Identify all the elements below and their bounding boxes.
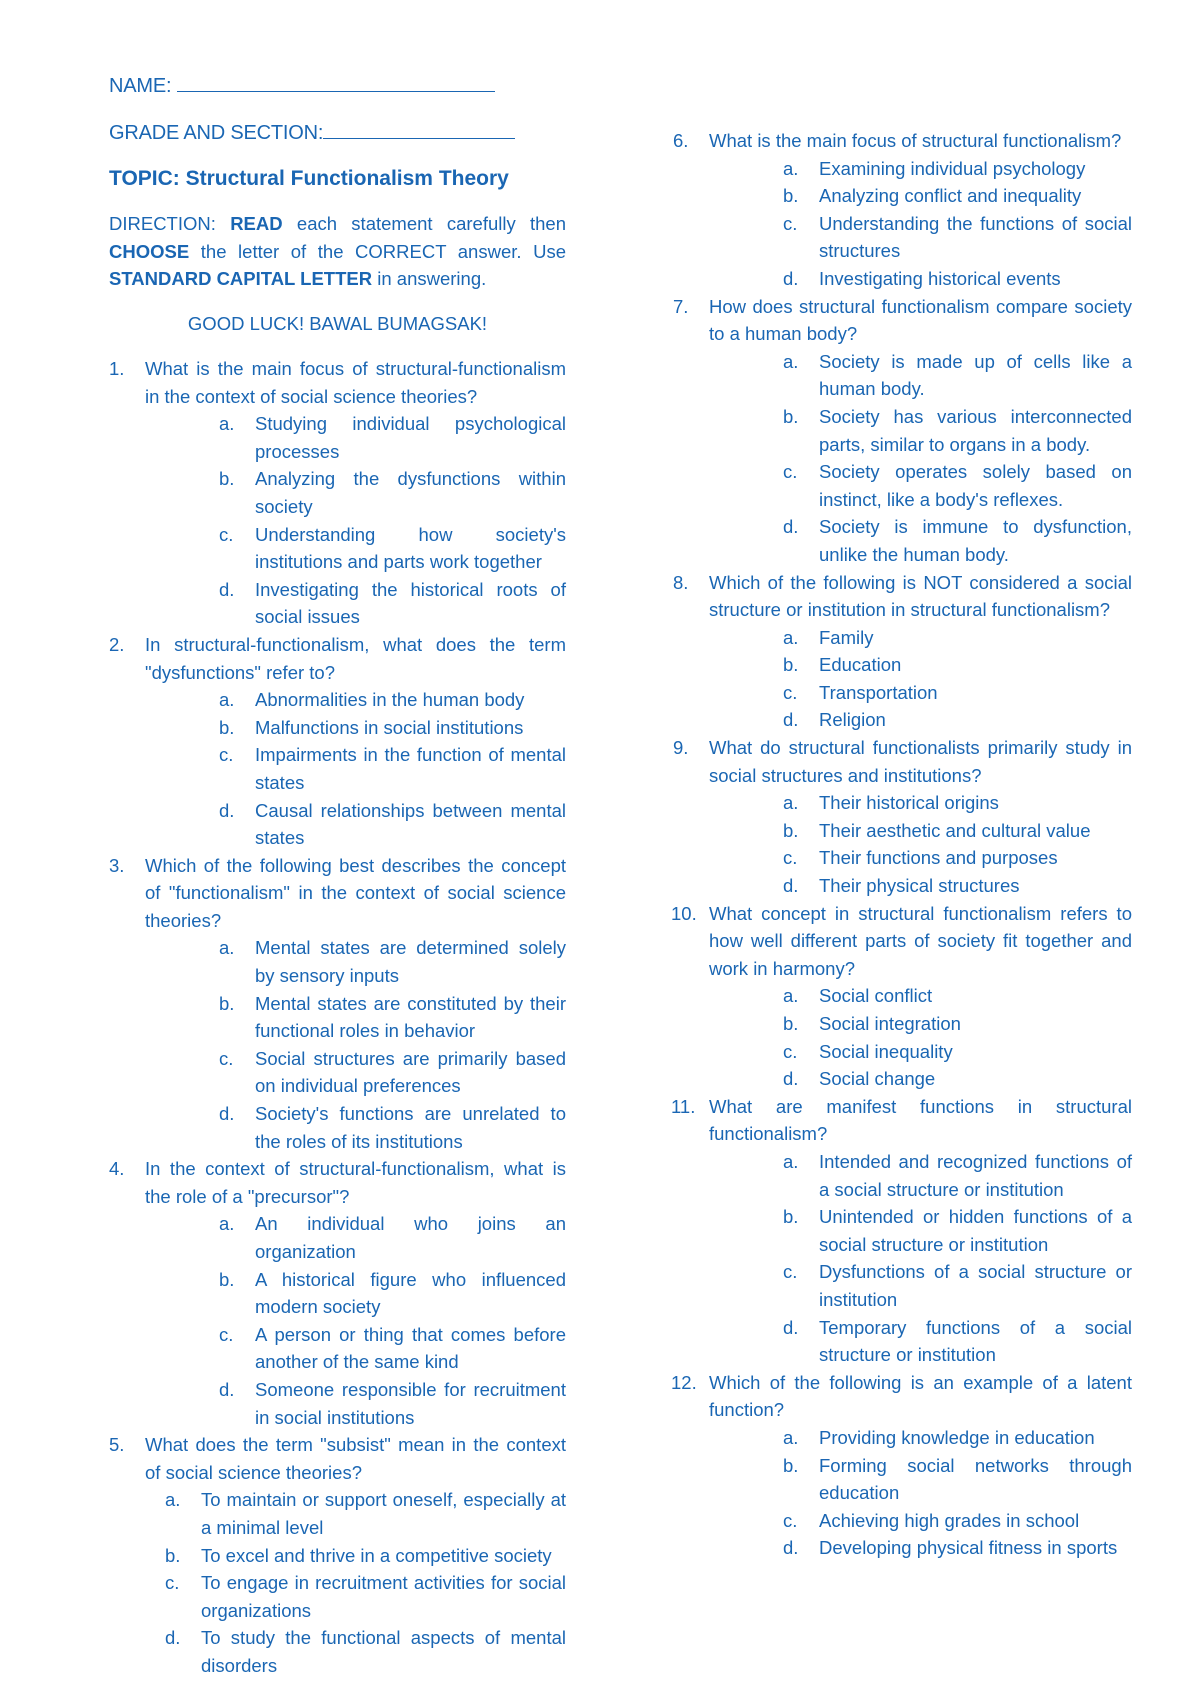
option-text: Their functions and purposes <box>819 847 1058 869</box>
option-letter: b. <box>783 1206 799 1228</box>
option-text: Developing physical fitness in sports <box>819 1537 1118 1559</box>
topic-title: TOPIC: Structural Functionalism Theory <box>109 167 509 190</box>
question-text: What are manifest functions in structural functionalism? <box>709 1095 1132 1145</box>
option-c[interactable] <box>709 210 1132 265</box>
option-letter: a. <box>783 626 799 648</box>
option-d[interactable] <box>709 706 1132 734</box>
option-letter: c. <box>219 1047 234 1069</box>
question-number: 3. <box>109 854 125 876</box>
option-text: Achieving high grades in school <box>819 1509 1080 1531</box>
direction-choose: CHOOSE <box>109 240 190 262</box>
name-label: NAME: <box>109 75 172 97</box>
option-text: Temporary functions of a social structure or institution <box>819 1316 1132 1366</box>
option-text: Examining individual psychology <box>819 157 1086 179</box>
question-number: 11. <box>671 1095 696 1117</box>
option-text: Their historical origins <box>819 792 999 814</box>
option-letter: a. <box>783 792 799 814</box>
option-letter: b. <box>783 1454 799 1476</box>
option-letter: c. <box>783 461 798 483</box>
option-b[interactable] <box>709 651 1132 679</box>
option-letter: c. <box>783 1509 798 1531</box>
option-text: Social change <box>819 1068 936 1090</box>
question-text: Which of the following is an example of a latent function? <box>709 1371 1132 1421</box>
option-b[interactable] <box>709 182 1132 210</box>
option-text: Dysfunctions of a social structure or institution <box>819 1261 1132 1310</box>
option-text: Unintended or hidden functions of a social structure or institution <box>819 1206 1132 1255</box>
question-text: What does the term "subsist" mean in the context of social science theories? <box>145 1434 566 1483</box>
direction-text <box>109 210 566 293</box>
option-c[interactable] <box>709 1038 1132 1066</box>
option-letter: b. <box>783 185 799 207</box>
option-d[interactable] <box>145 1100 566 1155</box>
option-text: Someone responsible for recruitment in social institutions <box>255 1378 566 1428</box>
option-text: Analyzing conflict and inequality <box>819 185 1082 207</box>
option-text: To maintain or support oneself, especially at a minimal level <box>201 1489 566 1538</box>
grade-section-field <box>109 119 515 147</box>
question-number: 1. <box>109 358 125 379</box>
option-letter: d. <box>219 1378 235 1400</box>
direction-standard: STANDARD CAPITAL LETTER <box>109 268 373 290</box>
option-d[interactable] <box>709 265 1132 293</box>
option-text: Understanding the functions of social structures <box>819 212 1132 262</box>
question-text: Which of the following is NOT considered a social structure or institution in structural functionalism? <box>709 571 1132 621</box>
option-a[interactable] <box>709 624 1132 652</box>
option-b[interactable] <box>709 817 1132 845</box>
option-letter: b. <box>783 819 799 841</box>
option-letter: c. <box>783 1040 798 1062</box>
option-b[interactable] <box>709 1203 1132 1258</box>
option-list <box>709 624 1132 734</box>
option-list <box>709 1148 1132 1369</box>
question-7 <box>673 293 1132 569</box>
option-letter: a. <box>219 1213 235 1235</box>
option-b[interactable] <box>145 714 566 742</box>
option-b[interactable] <box>145 465 566 520</box>
option-a[interactable] <box>709 1148 1132 1203</box>
option-text: Mental states are constituted by their functional roles in behavior <box>255 992 566 1042</box>
option-letter: c. <box>165 1572 180 1594</box>
option-c[interactable] <box>145 1321 566 1376</box>
option-letter: a. <box>783 1426 799 1448</box>
name-blank-line[interactable] <box>177 73 495 92</box>
option-b[interactable] <box>709 1010 1132 1038</box>
option-text: An individual who joins an organization <box>255 1213 566 1262</box>
option-text: Studying individual psychological processes <box>255 413 566 462</box>
option-d[interactable] <box>709 1314 1132 1369</box>
option-text: Social conflict <box>819 985 933 1007</box>
option-letter: d. <box>219 799 235 821</box>
direction-text-3: in answering. <box>377 268 487 290</box>
option-letter: c. <box>219 1323 234 1345</box>
question-number: 4. <box>109 1158 125 1180</box>
option-letter: a. <box>165 1489 181 1511</box>
question-number: 8. <box>673 571 689 593</box>
option-letter: b. <box>783 1013 799 1034</box>
option-letter: b. <box>219 468 235 490</box>
option-a[interactable] <box>145 934 566 989</box>
option-c[interactable] <box>145 1045 566 1100</box>
grade-section-label: GRADE AND SECTION: <box>109 122 324 144</box>
option-letter: a. <box>783 985 799 1007</box>
question-text: What do structural functionalists primarily study in social structures and institutions? <box>709 737 1132 786</box>
option-c[interactable] <box>709 1507 1132 1535</box>
question-number: 12. <box>671 1371 697 1393</box>
option-d[interactable] <box>145 797 566 852</box>
option-letter: b. <box>219 992 235 1014</box>
option-b[interactable] <box>145 990 566 1045</box>
option-text: Education <box>819 654 902 676</box>
option-letter: a. <box>783 157 799 179</box>
option-letter: b. <box>219 716 235 738</box>
option-a[interactable] <box>709 348 1132 403</box>
good-luck-text: GOOD LUCK! BAWAL BUMAGSAK! <box>187 313 488 334</box>
option-letter: d. <box>783 709 799 731</box>
option-text: Society operates solely based on instinct, like a body's reflexes. <box>819 461 1132 510</box>
option-c[interactable] <box>709 679 1132 707</box>
option-d[interactable] <box>145 576 566 631</box>
option-text: Understanding how society's institutions and parts work together <box>255 523 566 573</box>
option-letter: d. <box>219 1103 235 1125</box>
option-letter: c. <box>783 681 798 703</box>
question-9 <box>673 734 1132 900</box>
option-letter: d. <box>783 1316 799 1338</box>
option-d[interactable] <box>709 513 1132 568</box>
option-text: To engage in recruitment activities for social organizations <box>201 1572 566 1621</box>
option-text: Family <box>819 626 874 648</box>
option-list <box>145 934 566 1155</box>
option-d[interactable] <box>145 1376 566 1431</box>
option-d[interactable] <box>145 1624 566 1679</box>
option-list <box>709 789 1132 899</box>
option-text: Mental states are determined solely by sensory inputs <box>255 937 566 987</box>
question-number: 5. <box>109 1434 125 1456</box>
question-text: In structural-functionalism, what does the term "dysfunctions" refer to? <box>145 633 566 683</box>
option-letter: b. <box>783 654 799 676</box>
option-text: Intended and recognized functions of a social structure or institution <box>819 1150 1132 1200</box>
option-b[interactable] <box>145 1542 566 1570</box>
option-letter: a. <box>783 350 799 372</box>
option-c[interactable] <box>709 844 1132 872</box>
option-letter: c. <box>783 1261 798 1283</box>
option-letter: d. <box>783 1068 799 1090</box>
option-text: Religion <box>819 709 886 731</box>
question-list-left <box>109 355 566 1680</box>
question-number: 2. <box>109 633 125 655</box>
option-a[interactable] <box>709 155 1132 183</box>
option-list <box>145 1486 566 1679</box>
question-number: 7. <box>673 295 689 317</box>
question-4 <box>109 1155 566 1431</box>
option-letter: b. <box>165 1544 181 1566</box>
option-c[interactable] <box>709 458 1132 513</box>
option-text: Social structures are primarily based on individual preferences <box>255 1047 566 1097</box>
question-6 <box>673 127 1132 293</box>
option-text: Their aesthetic and cultural value <box>819 819 1091 841</box>
question-10 <box>673 900 1132 1093</box>
option-text: Analyzing the dysfunctions within society <box>255 468 566 517</box>
question-text: What is the main focus of structural-functionalism in the context of social science theories? <box>145 358 566 407</box>
option-letter: a. <box>219 413 235 435</box>
option-text: Transportation <box>819 681 938 703</box>
option-text: Investigating historical events <box>819 267 1061 289</box>
option-text: To study the functional aspects of mental disorders <box>201 1627 566 1676</box>
option-a[interactable] <box>145 410 566 465</box>
option-list <box>145 410 566 631</box>
question-number: 10. <box>671 902 697 924</box>
option-a[interactable] <box>709 1424 1132 1452</box>
question-list-right <box>673 127 1132 1562</box>
option-d[interactable] <box>709 1534 1132 1562</box>
option-a[interactable] <box>145 686 566 714</box>
question-11 <box>673 1093 1132 1369</box>
question-text: How does structural functionalism compare society to a human body? <box>709 295 1132 345</box>
option-text: Their physical structures <box>819 875 1020 897</box>
option-text: Providing knowledge in education <box>819 1426 1095 1448</box>
option-letter: c. <box>219 744 234 766</box>
option-list <box>709 982 1132 1092</box>
question-2 <box>109 631 566 852</box>
option-c[interactable] <box>709 1258 1132 1313</box>
direction-read: READ <box>230 213 283 234</box>
option-text: Social inequality <box>819 1040 953 1062</box>
option-text: Abnormalities in the human body <box>255 689 525 711</box>
question-12 <box>673 1369 1132 1562</box>
option-letter: b. <box>219 1268 235 1290</box>
option-c[interactable] <box>145 741 566 796</box>
option-letter: c. <box>783 847 798 869</box>
option-b[interactable] <box>145 1266 566 1321</box>
grade-section-blank-line[interactable] <box>323 120 515 139</box>
option-text: Causal relationships between mental states <box>255 799 566 849</box>
option-a[interactable] <box>709 982 1132 1010</box>
option-letter: d. <box>165 1627 181 1649</box>
option-letter: a. <box>783 1150 799 1172</box>
option-letter: d. <box>783 267 799 289</box>
option-text: A person or thing that comes before another of the same kind <box>255 1323 566 1373</box>
option-letter: d. <box>783 1537 799 1559</box>
question-text: What is the main focus of structural functionalism? <box>709 130 1122 151</box>
option-text: A historical figure who influenced modern society <box>255 1268 566 1318</box>
option-a[interactable] <box>709 789 1132 817</box>
option-text: Social integration <box>819 1013 961 1034</box>
question-number: 6. <box>673 130 689 151</box>
option-d[interactable] <box>709 1065 1132 1093</box>
option-list <box>709 155 1132 293</box>
option-a[interactable] <box>145 1486 566 1541</box>
direction-text-1: each statement carefully then <box>296 213 567 234</box>
option-letter: a. <box>219 937 235 959</box>
option-list <box>709 348 1132 569</box>
option-b[interactable] <box>709 1452 1132 1507</box>
option-d[interactable] <box>709 872 1132 900</box>
option-text: Impairments in the function of mental states <box>255 744 566 793</box>
option-text: Society is immune to dysfunction, unlike the human body. <box>819 516 1132 565</box>
question-text: What concept in structural functionalism refers to how well different parts of society fit together and work in harmony? <box>709 902 1132 979</box>
option-text: Forming social networks through education <box>819 1454 1132 1504</box>
option-a[interactable] <box>145 1210 566 1265</box>
option-letter: d. <box>219 578 235 600</box>
name-field <box>109 72 495 100</box>
option-letter: d. <box>783 516 799 538</box>
option-letter: d. <box>783 875 799 897</box>
option-list <box>145 1210 566 1431</box>
option-text: Society has various interconnected parts, similar to organs in a body. <box>819 405 1132 455</box>
option-letter: a. <box>219 689 235 711</box>
option-c[interactable] <box>145 521 566 576</box>
question-number: 9. <box>673 737 689 759</box>
option-list <box>145 686 566 852</box>
direction-prefix: DIRECTION: <box>109 213 216 234</box>
option-letter: c. <box>219 523 234 545</box>
question-3 <box>109 852 566 1156</box>
question-1 <box>109 355 566 631</box>
option-text: To excel and thrive in a competitive society <box>201 1544 552 1566</box>
direction-text-2: the letter of the CORRECT answer. Use <box>200 240 566 262</box>
option-text: Society's functions are unrelated to the roles of its institutions <box>255 1103 566 1152</box>
question-5 <box>109 1431 566 1679</box>
question-text: In the context of structural-functionalism, what is the role of a "precursor"? <box>145 1158 566 1207</box>
question-8 <box>673 569 1132 735</box>
option-b[interactable] <box>709 403 1132 458</box>
option-text: Society is made up of cells like a human body. <box>819 350 1132 400</box>
option-c[interactable] <box>145 1569 566 1624</box>
question-text: Which of the following best describes the concept of "functionalism" in the context of social science theories? <box>145 854 566 931</box>
option-text: Investigating the historical roots of social issues <box>255 578 566 628</box>
option-letter: b. <box>783 405 799 427</box>
option-text: Malfunctions in social institutions <box>255 716 524 738</box>
option-list <box>709 1424 1132 1562</box>
option-letter: c. <box>783 212 798 234</box>
